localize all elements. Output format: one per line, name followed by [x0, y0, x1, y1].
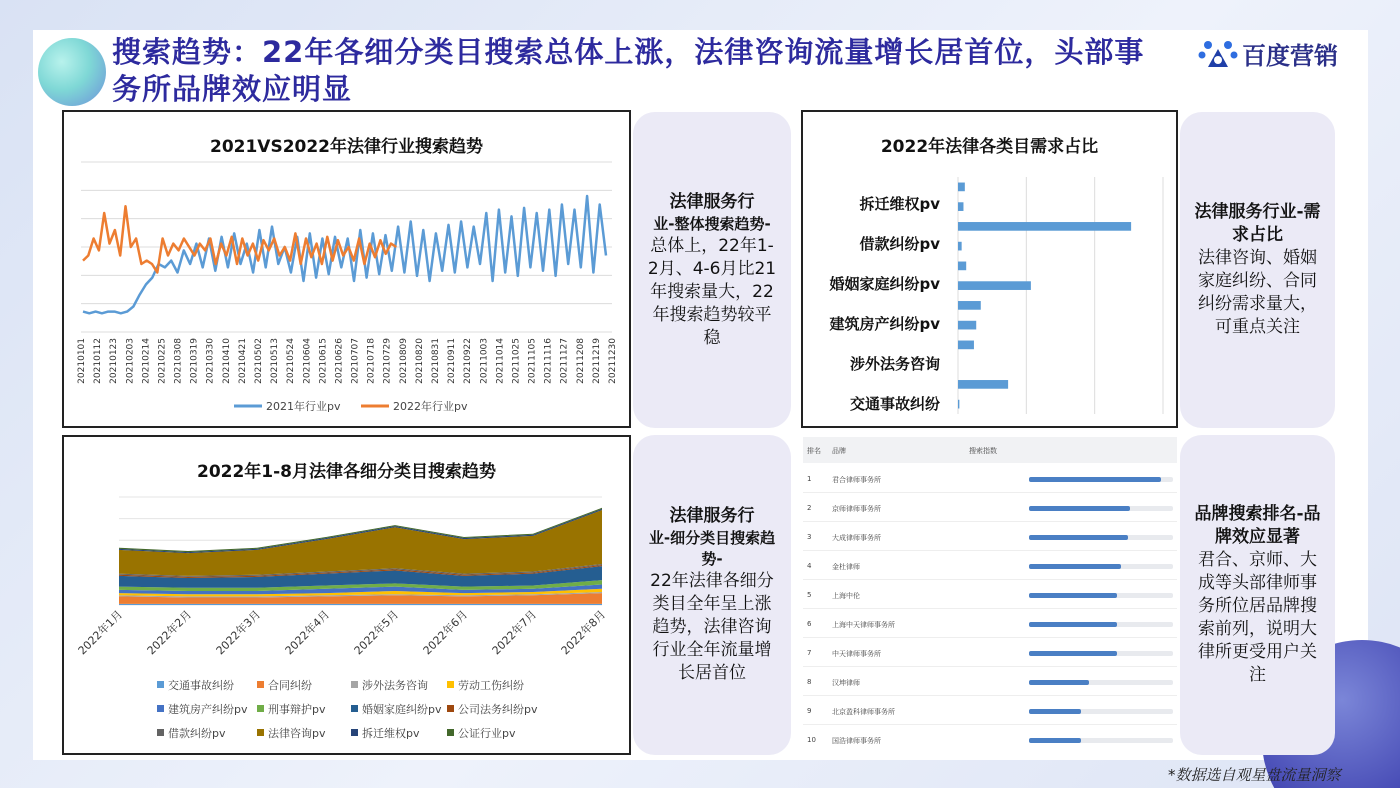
line-x-tick-label: 20210123	[109, 338, 120, 384]
line-x-tick-label: 20211208	[575, 338, 586, 384]
table-rank: 5	[807, 591, 812, 599]
area-series-1	[119, 604, 602, 605]
table-row-divider	[803, 666, 1177, 667]
table-rank: 8	[807, 678, 812, 686]
header-rank: 排名	[807, 447, 821, 455]
area-x-tick-label: 2022年3月	[213, 607, 264, 658]
table-row-divider	[803, 492, 1177, 493]
line-x-tick-label: 20210225	[157, 338, 168, 384]
brand-card	[1180, 435, 1335, 755]
table-rank: 7	[807, 649, 812, 657]
line-x-tick-label: 20210513	[270, 338, 281, 384]
line-x-tick-label: 20210626	[334, 338, 345, 384]
logo-text: 百度营销	[1242, 42, 1338, 70]
category-card-body: 22年法律各细分类目全年呈上涨趋势，法律咨询行业全年流量增长居首位	[650, 571, 774, 683]
bar-mark	[958, 183, 965, 192]
bar-mark	[958, 242, 962, 251]
brand-card-heading: 品牌搜索排名-品牌效应显著	[1194, 504, 1321, 547]
trend-card-heading: 法律服务行	[669, 191, 755, 212]
line-chart-panel	[62, 110, 631, 428]
baidu-logo-icon	[1198, 37, 1238, 71]
demand-card	[1180, 112, 1335, 428]
table-bar-fill	[1029, 680, 1089, 685]
line-x-tick-label: 20211219	[591, 338, 602, 384]
trend-card	[633, 112, 791, 428]
table-brand: 汉坤律师	[832, 679, 860, 687]
area-chart-panel	[62, 435, 631, 755]
table-brand: 金杜律师	[832, 563, 860, 571]
table-brand: 上海中天律师事务所	[832, 621, 895, 629]
header-index: 搜索指数	[969, 447, 997, 455]
bar-mark	[958, 281, 1031, 290]
area-legend-label: 合同纠纷	[268, 679, 312, 692]
area-legend-swatch	[351, 705, 358, 712]
table-bar-fill	[1029, 477, 1161, 482]
line-x-tick-label: 20210524	[286, 338, 297, 384]
area-legend-label: 劳动工伤纠纷	[458, 679, 524, 692]
table-bar-fill	[1029, 622, 1117, 627]
area-legend-swatch	[447, 681, 454, 688]
line-x-tick-label: 20210203	[125, 338, 136, 384]
area-legend-label: 法律咨询pv	[268, 727, 326, 740]
line-x-tick-label: 20211105	[527, 338, 538, 384]
bar-mark	[958, 202, 963, 211]
table-rank: 6	[807, 620, 812, 628]
area-x-tick-label: 2022年1月	[75, 607, 126, 658]
bar-category-label: 交通事故纠纷	[849, 395, 940, 413]
bar-mark	[958, 262, 966, 271]
line-legend-label: 2022年行业pv	[393, 400, 468, 413]
line-x-tick-label: 20211127	[559, 338, 570, 384]
line-x-tick-label: 20210820	[414, 338, 425, 384]
table-rank: 9	[807, 707, 812, 715]
area-legend-label: 交通事故纠纷	[168, 679, 234, 692]
line-x-tick-label: 20210604	[302, 338, 313, 384]
area-legend-swatch	[351, 729, 358, 736]
line-x-tick-label: 20210809	[398, 338, 409, 384]
area-legend-swatch	[351, 681, 358, 688]
table-bar-fill	[1029, 709, 1081, 714]
table-bar-fill	[1029, 651, 1117, 656]
line-x-tick-label: 20210729	[382, 338, 393, 384]
table-brand: 国浩律师事务所	[832, 737, 881, 745]
table-brand: 君合律师事务所	[832, 476, 881, 484]
category-card-heading: 法律服务行	[669, 506, 755, 526]
footnote: *数据选自观星盘流量洞察	[1168, 766, 1341, 784]
table-brand: 京师律师事务所	[832, 505, 881, 513]
table-row-divider	[803, 550, 1177, 551]
bar-mark	[958, 400, 959, 409]
area-legend-swatch	[157, 681, 164, 688]
trend-card-body: 总体上，22年1-2月、4-6月比21年搜索量大，22年搜索趋势较平稳	[647, 235, 777, 348]
area-chart	[64, 437, 629, 753]
area-x-tick-label: 2022年7月	[489, 607, 540, 658]
area-x-tick-label: 2022年2月	[144, 607, 195, 658]
table-brand: 北京盈科律师事务所	[832, 708, 895, 716]
table-row-divider	[803, 579, 1177, 580]
baidu-logo	[1198, 36, 1338, 71]
bar-category-label: 拆迁维权pv	[859, 195, 940, 213]
trend-card-subheading: 业-整体搜索趋势-	[653, 214, 771, 233]
demand-card-body: 法律咨询、婚姻家庭纠纷、合同纠纷需求量大，可重点关注	[1198, 248, 1317, 337]
area-legend-label: 刑事辩护pv	[268, 703, 326, 716]
area-legend-label: 建筑房产纠纷pv	[168, 703, 248, 716]
line-x-tick-label: 20210911	[447, 338, 458, 384]
area-x-tick-label: 2022年8月	[558, 607, 609, 658]
table-bar-fill	[1029, 593, 1117, 598]
brand-card-body: 君合、京师、大成等头部律师事务所位居品牌搜索前列，说明大律所更受用户关注	[1198, 550, 1317, 685]
table-bar-fill	[1029, 506, 1130, 511]
category-card-subheading: 业-细分类目搜索趋势-	[648, 529, 776, 568]
line-x-tick-label: 20211014	[495, 338, 506, 384]
area-legend-swatch	[157, 705, 164, 712]
line-chart	[64, 112, 629, 426]
line-x-tick-label: 20211003	[479, 338, 490, 384]
area-legend-swatch	[257, 681, 264, 688]
table-rank: 10	[807, 736, 816, 744]
line-x-tick-label: 20211230	[608, 338, 618, 384]
header-brand: 品牌	[832, 447, 846, 455]
page-title: 搜索趋势：22年各细分类目搜索总体上涨，法律咨询流量增长居首位，头部事务所品牌效应明显	[112, 35, 1145, 106]
area-series-10	[119, 510, 602, 576]
line-x-tick-label: 20210319	[189, 338, 200, 384]
area-legend-swatch	[447, 705, 454, 712]
line-x-tick-label: 20210615	[318, 338, 329, 384]
bar-category-label: 婚姻家庭纠纷pv	[829, 275, 940, 293]
line-x-tick-label: 20210922	[463, 338, 474, 384]
line-x-tick-label: 20210502	[254, 338, 264, 384]
bar-chart-panel	[801, 110, 1178, 428]
table-rank: 4	[807, 562, 812, 570]
line-x-tick-label: 20210308	[173, 338, 184, 384]
area-legend-swatch	[257, 705, 264, 712]
line-x-tick-label: 20210214	[141, 338, 152, 384]
bar-category-label: 涉外法务咨询	[849, 355, 940, 373]
table-bar-fill	[1029, 564, 1121, 569]
line-x-tick-label: 20210410	[221, 338, 232, 384]
area-legend-label: 拆迁维权pv	[362, 727, 420, 740]
area-legend-label: 借款纠纷pv	[168, 727, 226, 740]
line-x-tick-label: 20210101	[77, 338, 87, 384]
bar-mark	[958, 341, 974, 350]
line-x-tick-label: 20211025	[511, 338, 522, 384]
category-card	[633, 435, 791, 755]
area-legend-label: 公司法务纠纷pv	[458, 703, 538, 716]
area-legend-label: 涉外法务咨询	[362, 679, 428, 692]
bar-mark	[958, 380, 1008, 389]
area-legend-swatch	[257, 729, 264, 736]
table-rank: 1	[807, 475, 812, 483]
area-x-tick-label: 2022年4月	[282, 607, 333, 658]
table-row-divider	[803, 637, 1177, 638]
bar-chart-title: 2022年法律各类目需求占比	[880, 137, 1099, 157]
bar-mark	[958, 321, 976, 330]
table-brand: 大成律师事务所	[832, 534, 881, 542]
bar-mark	[958, 301, 981, 310]
line-x-tick-label: 20211116	[543, 338, 554, 384]
line-x-tick-label: 20210707	[350, 338, 361, 384]
area-legend-swatch	[447, 729, 454, 736]
area-x-tick-label: 2022年6月	[420, 607, 471, 658]
bar-chart	[803, 112, 1176, 426]
table-row-divider	[803, 724, 1177, 725]
table-row-divider	[803, 608, 1177, 609]
line-chart-title: 2021VS2022年法律行业搜索趋势	[209, 137, 484, 157]
line-x-tick-label: 20210330	[205, 338, 216, 384]
line-x-tick-label: 20210831	[431, 338, 441, 384]
demand-card-heading: 法律服务行业-需求占比	[1194, 202, 1321, 245]
brand-ranking-table	[803, 437, 1177, 753]
table-bar-fill	[1029, 738, 1081, 743]
bar-category-label: 建筑房产纠纷pv	[829, 315, 940, 333]
table-row-divider	[803, 695, 1177, 696]
line-x-tick-label: 20210421	[237, 338, 248, 384]
table-brand: 中天律师事务所	[832, 650, 881, 658]
line-x-tick-label: 20210718	[366, 338, 377, 384]
area-x-tick-label: 2022年5月	[351, 607, 402, 658]
line-x-tick-label: 20210112	[93, 338, 104, 384]
bar-category-label: 借款纠纷pv	[859, 235, 940, 253]
area-legend-label: 婚姻家庭纠纷pv	[362, 703, 442, 716]
area-chart-title: 2022年1-8月法律各细分类目搜索趋势	[196, 462, 497, 482]
area-legend-label: 公证行业pv	[458, 727, 516, 740]
decorative-orb	[38, 38, 106, 106]
table-brand: 上海中伦	[832, 592, 860, 600]
area-legend-swatch	[157, 729, 164, 736]
bar-mark	[958, 222, 1131, 231]
table-bar-fill	[1029, 535, 1128, 540]
table-row-divider	[803, 521, 1177, 522]
table-rank: 2	[807, 504, 812, 512]
table-rank: 3	[807, 533, 812, 541]
line-legend-label: 2021年行业pv	[266, 400, 341, 413]
